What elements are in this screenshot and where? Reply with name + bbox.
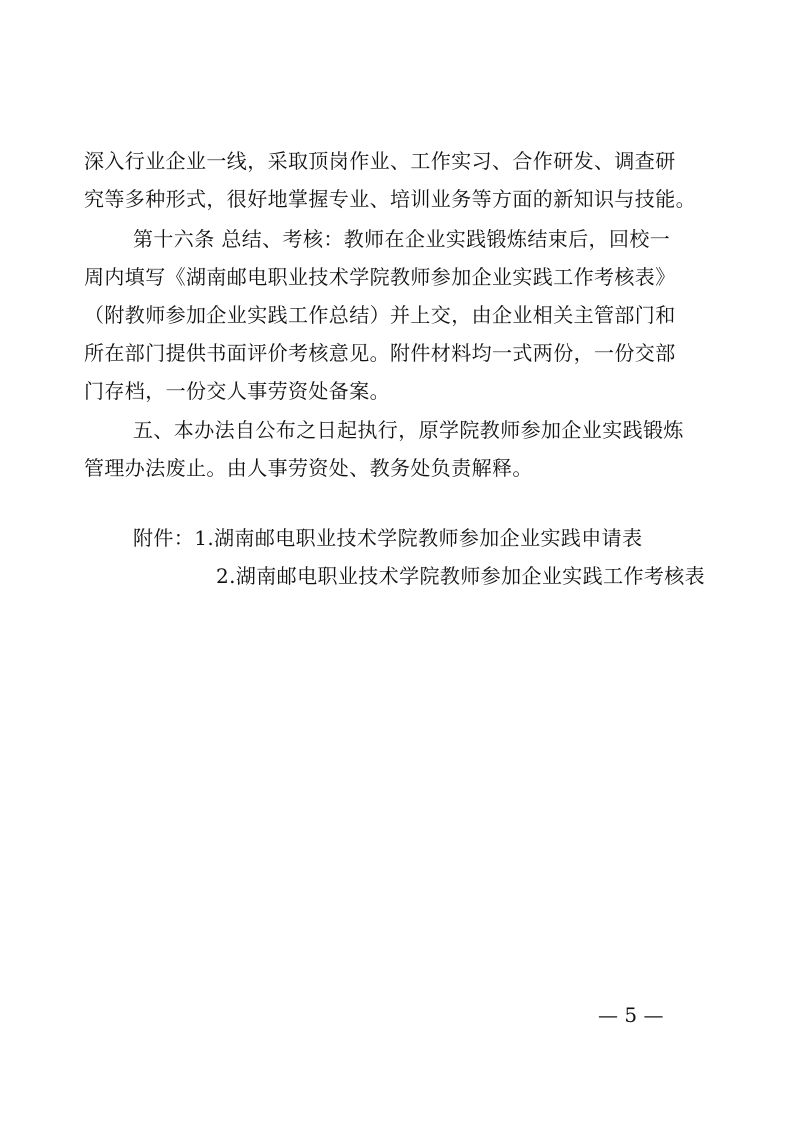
attachment-item-1: 附件：1.湖南邮电职业技术学院教师参加企业实践申请表	[133, 526, 643, 550]
paragraph-line: 门存档，一份交人事劳资处备案。	[84, 379, 390, 403]
paragraph-line: 深入行业企业一线，采取顶岗作业、工作实习、合作研发、调查研	[84, 149, 676, 173]
section-5-line: 五、本办法自公布之日起执行，原学院教师参加企业实践锻炼	[133, 418, 684, 442]
attachment-item-2: 2.湖南邮电职业技术学院教师参加企业实践工作考核表	[216, 564, 706, 588]
paragraph-line: 周内填写《湖南邮电职业技术学院教师参加企业实践工作考核表》	[84, 265, 676, 289]
paragraph-line: 管理办法废止。由人事劳资处、教务处负责解释。	[84, 456, 533, 480]
page-number: — 5 —	[598, 1003, 664, 1027]
paragraph-line: 究等多种形式，很好地掌握专业、培训业务等方面的新知识与技能。	[84, 187, 696, 211]
paragraph-line: （附教师参加企业实践工作总结）并上交，由企业相关主管部门和	[84, 303, 676, 327]
paragraph-line: 所在部门提供书面评价考核意见。附件材料均一式两份，一份交部	[84, 341, 676, 365]
article-16-line: 第十六条 总结、考核：教师在企业实践锻炼结束后，回校一	[133, 227, 671, 251]
